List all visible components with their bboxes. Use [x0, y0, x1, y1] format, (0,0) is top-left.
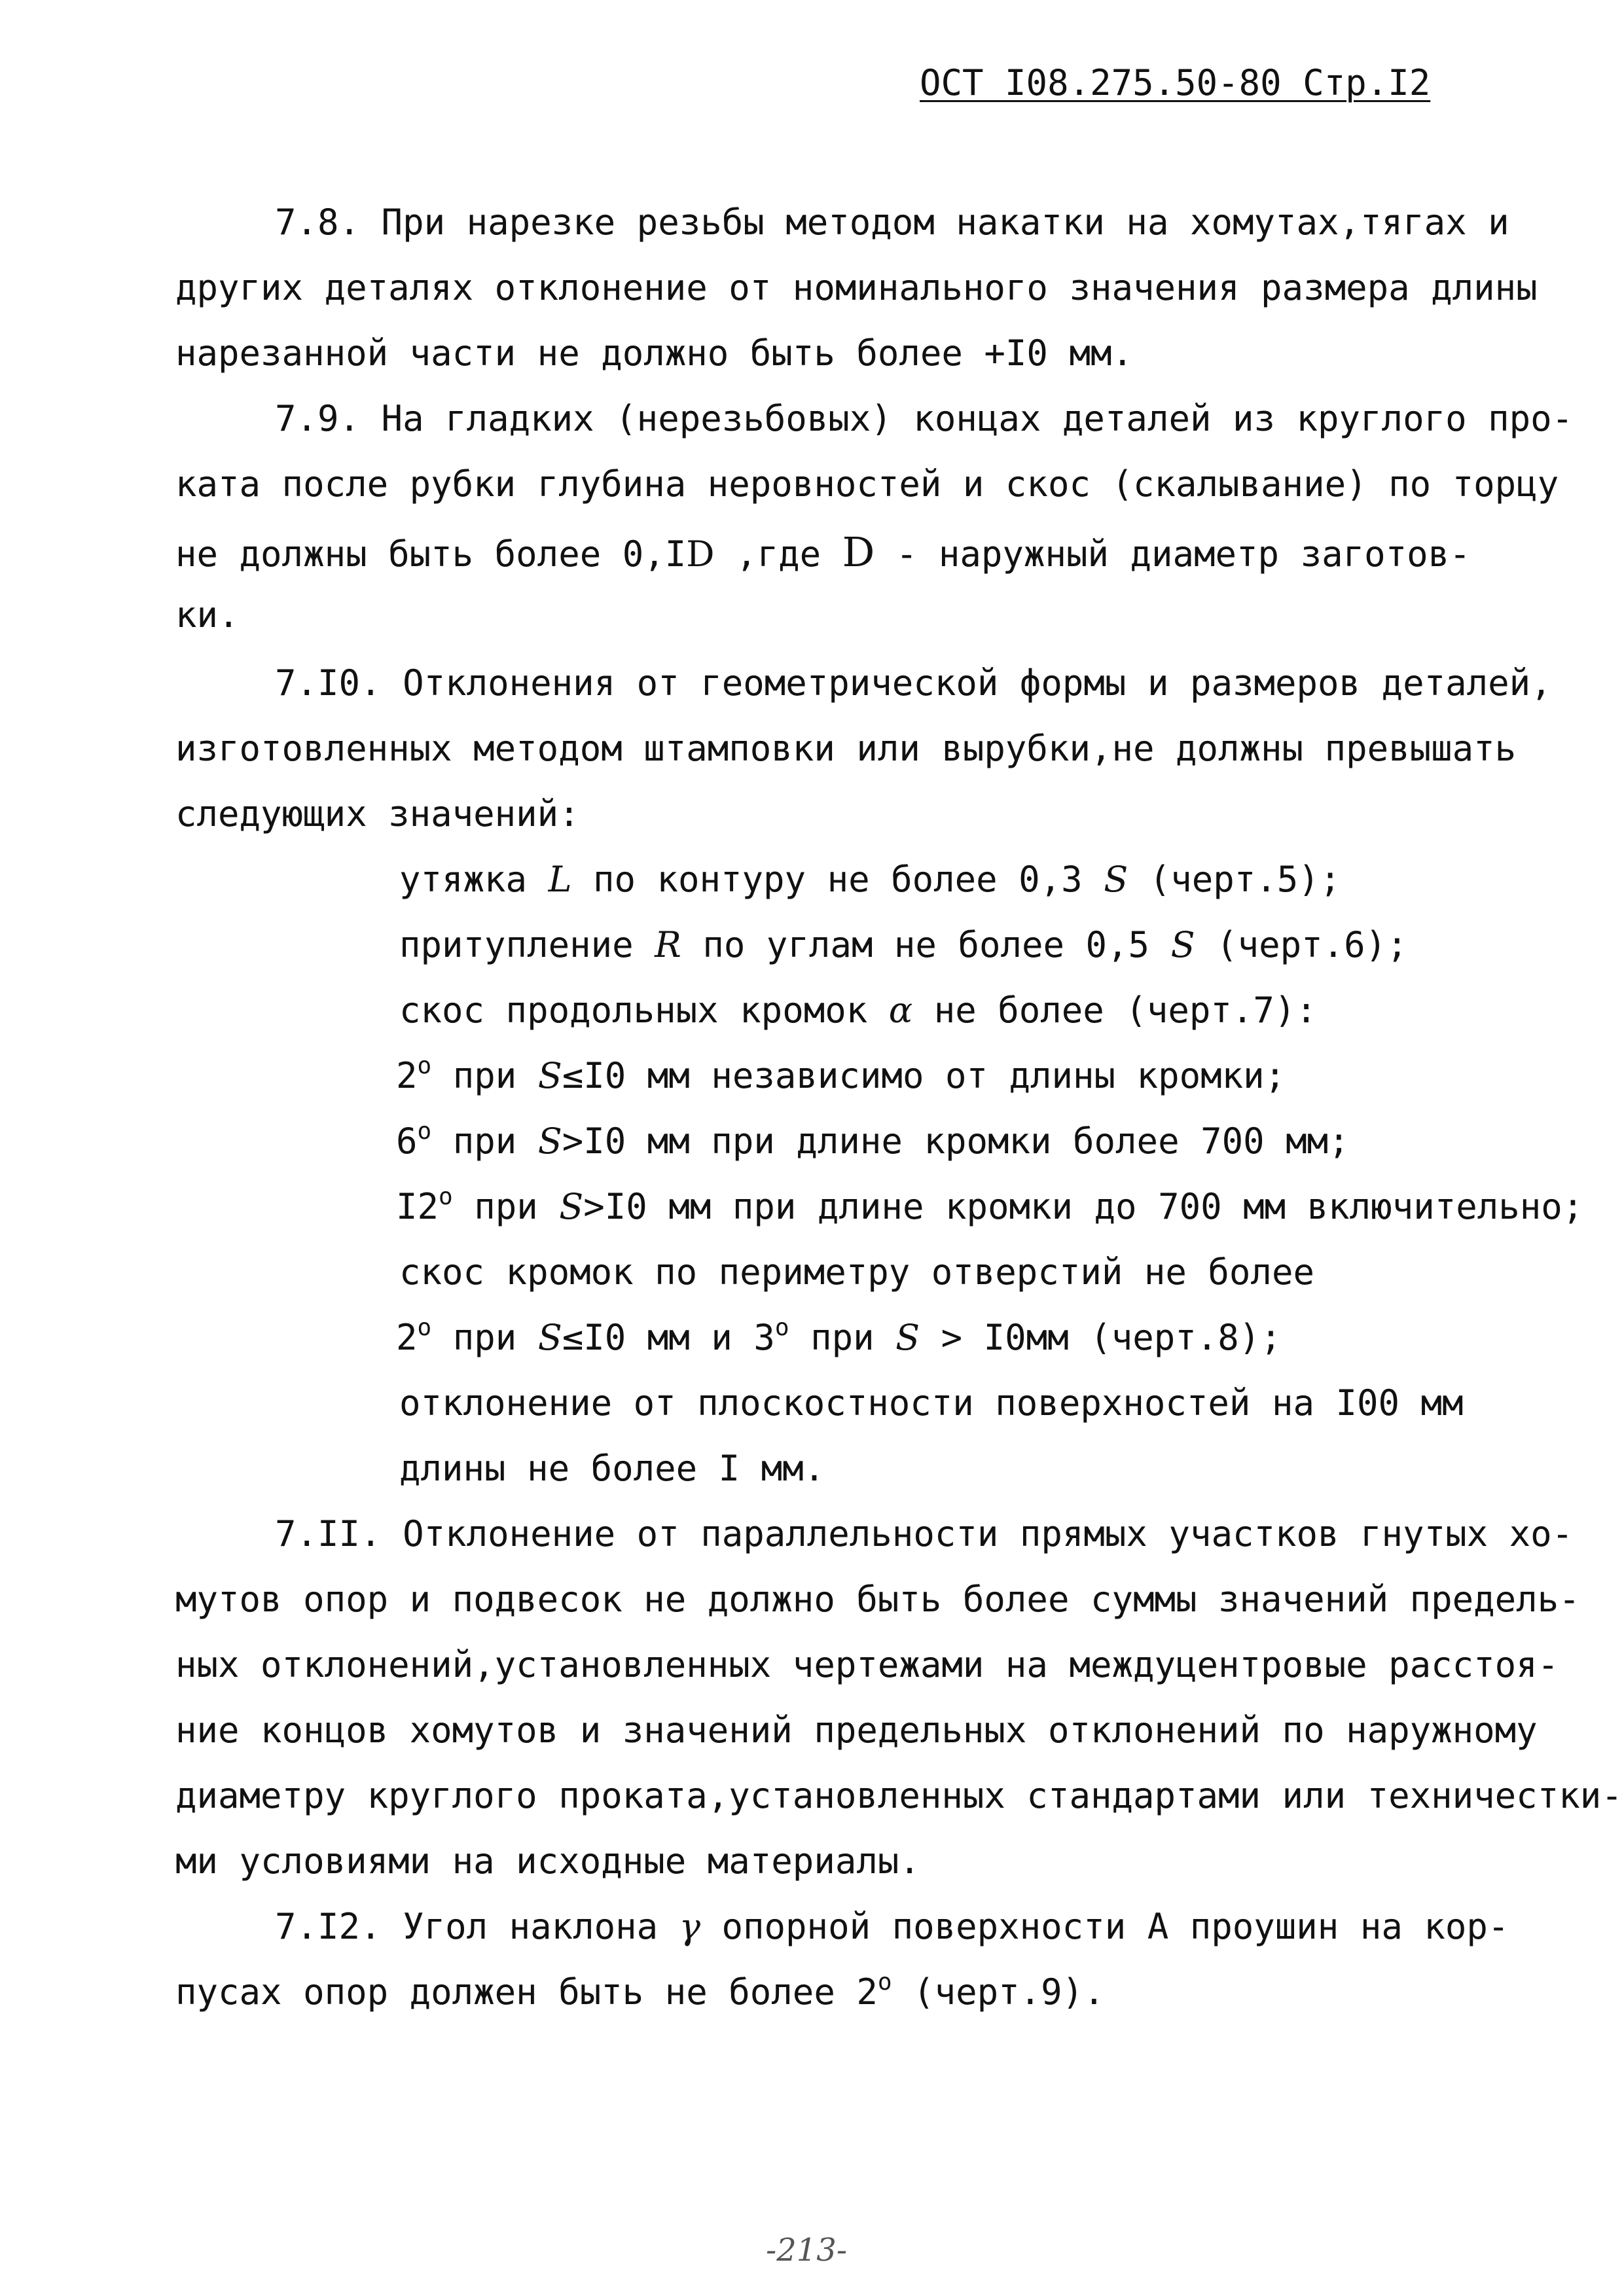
paragraph-line: изготовленных методом штамповки или вырубки,не должны превышать [175, 728, 1517, 769]
symbol-s: S [537, 1317, 562, 1358]
text-segment: 2 [396, 1317, 418, 1358]
text-segment: ≤I0 мм независимо от длины кромки; [562, 1055, 1286, 1096]
text-segment: по контуру не более 0,3 [571, 859, 1104, 900]
text-segment: ≤I0 мм и 3 [562, 1317, 775, 1358]
text-segment: скос продольных кромок [399, 990, 889, 1031]
degree-sign: о [417, 1314, 432, 1341]
text-segment: по углам не более 0,5 [681, 924, 1171, 965]
paragraph-line: ката после рубки глубина неровностей и скос (скалывание) по торцу [175, 463, 1559, 505]
text-segment: при [789, 1317, 896, 1358]
symbol-s: S [537, 1121, 562, 1162]
list-line [399, 859, 1341, 900]
list-line [396, 1183, 1584, 1227]
document-header: ОСТ I08.275.50-80 Стр.I2 [920, 62, 1431, 103]
list-line [399, 924, 1408, 965]
list-line: длины не более I мм. [399, 1448, 825, 1489]
paragraph-line: ных отклонений,установленных чертежами на междуцентровые расстоя- [175, 1644, 1559, 1685]
paragraph-line: 7.II. Отклонение от параллельности прямых участков гнутых хо- [275, 1513, 1574, 1554]
symbol-s: S [559, 1186, 584, 1227]
list-line: скос кромок по периметру отверстий не более [399, 1251, 1314, 1293]
paragraph-line: других деталях отклонение от номинального значения размера длины [175, 267, 1538, 308]
text-segment: при [431, 1317, 538, 1358]
symbol-s: S [1170, 924, 1195, 965]
text-segment: утяжка [399, 859, 549, 900]
paragraph-line: ки. [175, 594, 240, 636]
text-segment: >I0 мм при длине кромки более 700 мм; [562, 1121, 1350, 1162]
symbol-r: R [655, 924, 681, 965]
text-segment: не должны быть более 0,I [175, 533, 687, 575]
symbol-s: S [537, 1055, 562, 1096]
list-line [396, 1052, 1286, 1096]
paragraph-line: мутов опор и подвесок не должно быть более суммы значений предель- [175, 1579, 1580, 1620]
list-line [396, 1118, 1350, 1162]
text-segment: 2 [396, 1055, 418, 1096]
paragraph-line [175, 528, 1471, 576]
symbol-l: L [548, 859, 572, 900]
text-segment: при [431, 1121, 538, 1162]
paragraph-line: диаметру круглого проката,установленных стандартами или техничестки- [175, 1775, 1623, 1816]
text-segment: I2 [396, 1186, 439, 1227]
symbol-s: S [1104, 859, 1128, 900]
text-segment: 6 [396, 1121, 418, 1162]
list-line [396, 1314, 1282, 1358]
paragraph-line: ми условиями на исходные материалы. [175, 1840, 920, 1882]
text-segment: при [431, 1055, 538, 1096]
list-line [399, 990, 1317, 1031]
text-segment: пусах опор должен быть не более 2 [175, 1971, 878, 2013]
paragraph-line [175, 1969, 1105, 2013]
text-segment: (черт.9). [892, 1971, 1105, 2013]
text-segment: - наружный диаметр заготов- [875, 533, 1471, 575]
degree-sign: о [417, 1052, 432, 1079]
text-segment: притупление [399, 924, 655, 965]
symbol-d: D [842, 528, 875, 576]
symbol-d: D [686, 533, 715, 575]
degree-sign: о [439, 1183, 453, 1210]
text-segment: >I0 мм при длине кромки до 700 мм включительно; [583, 1186, 1584, 1227]
degree-sign: о [417, 1118, 432, 1145]
text-segment: > I0мм (черт.8); [920, 1317, 1282, 1358]
page-number: -213- [766, 2232, 848, 2269]
text-segment: (черт.5); [1128, 859, 1341, 900]
text-segment: при [452, 1186, 560, 1227]
text-segment: (черт.6); [1195, 924, 1408, 965]
symbol-s: S [895, 1317, 920, 1358]
text-segment: ,где [714, 533, 842, 575]
text-segment: 7.I2. Угол наклона [275, 1906, 679, 1947]
text-segment: опорной поверхности А проушин на кор- [700, 1906, 1509, 1947]
degree-sign: о [877, 1969, 892, 1996]
paragraph-line: нарезанной части не должно быть более +I0 мм. [175, 332, 1133, 374]
paragraph-line: 7.8. При нарезке резьбы методом накатки на хомутах,тягах и [275, 202, 1509, 243]
paragraph-line: 7.9. На гладких (нерезьбовых) концах деталей из круглого про- [275, 398, 1574, 439]
paragraph-line: следующих значений: [175, 793, 580, 834]
symbol-gamma: γ [679, 1906, 700, 1947]
symbol-alpha: α [888, 990, 913, 1031]
paragraph-line [275, 1906, 1509, 1947]
list-line: отклонение от плоскостности поверхностей на I00 мм [399, 1382, 1464, 1424]
degree-sign: о [774, 1314, 789, 1341]
paragraph-line: ние концов хомутов и значений предельных отклонений по наружному [175, 1710, 1538, 1751]
paragraph-line: 7.I0. Отклонения от геометрической формы и размеров деталей, [275, 662, 1552, 704]
text-segment: не более (черт.7): [912, 990, 1317, 1031]
